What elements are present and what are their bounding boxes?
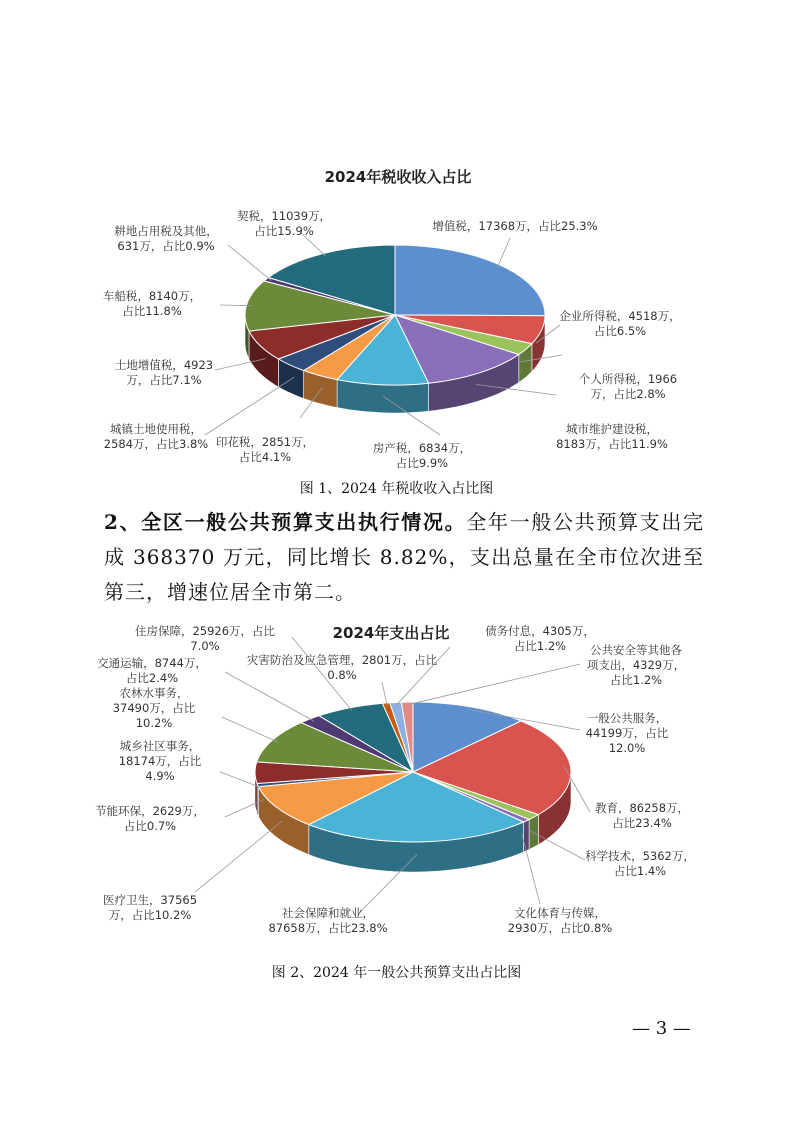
slice-label-节能环保: 节能环保，2629万，占比0.7% [95, 804, 205, 833]
leader-line-城镇土地使用税 [205, 377, 294, 435]
slice-label-契税: 契税，11039万，占比15.9% [236, 209, 332, 238]
paragraph-lead: 2、全区一般公共预算支出执行情况。 [104, 510, 467, 534]
slice-label-印花税: 印花税，2851万，占比4.1% [215, 435, 315, 464]
side-wall-科学技术 [529, 815, 538, 850]
slice-label-一般公共服务: 一般公共服务， 44199万，占比 12.0% [585, 711, 669, 755]
slice-label-企业所得税: 企业所得税，4518万，占比6.5% [559, 309, 681, 338]
slice-label-教育: 教育，86258万，占比23.4% [594, 801, 690, 830]
chart-title: 2024年支出占比 [332, 624, 450, 642]
slice-label-科学技术: 科学技术，5362万，占比1.4% [585, 849, 695, 878]
leader-line-农林水事务 [222, 717, 277, 742]
pie-slices [245, 245, 545, 385]
expenditure-paragraph [104, 505, 704, 610]
slice-增值税 [395, 245, 545, 316]
slice-label-农林水事务: 农林水事务， 37490万，占比 10.2% [112, 686, 196, 730]
leader-line-公共安全等其他各项支出 [407, 664, 580, 705]
slice-label-车船税: 车船税，8140万，占比11.8% [102, 289, 202, 318]
slice-label-文化体育与传媒: 文化体育与传媒， 2930万，占比0.8% [507, 906, 613, 935]
slice-label-房产税: 房产税，6834万，占比9.9% [372, 441, 472, 470]
slice-label-社会保障和就业: 社会保障和就业， 87658万，占比23.8% [268, 906, 388, 935]
pie-slices [255, 702, 571, 842]
page-number: — 3 — [632, 1018, 691, 1039]
figure-2-caption: 图 2、2024 年一般公共预算支出占比图 [271, 965, 522, 981]
slice-label-灾害防治及应急管理: 灾害防治及应急管理，2801万，占比 0.8% [246, 653, 438, 682]
leader-line-耕地占用税及其他 [228, 245, 271, 281]
slice-label-城市维护建设税: 城市维护建设税， 8183万，占比11.9% [556, 422, 668, 451]
slice-label-住房保障: 住房保障，25926万，占比 7.0% [134, 624, 276, 653]
figure-1-caption: 图 1、2024 年税收收入占比图 [299, 481, 494, 497]
slice-label-增值税: 增值税，17368万，占比25.3% [432, 219, 598, 233]
side-wall-文化体育与传媒 [524, 820, 530, 853]
leader-line-医疗卫生 [195, 821, 282, 892]
slice-label-债务付息: 债务付息，4305万，占比1.2% [485, 624, 595, 653]
slice-label-城乡社区事务: 城乡社区事务， 18174万，占比 4.9% [118, 739, 202, 783]
slice-label-城镇土地使用税: 城镇土地使用税， 2584万，占比3.8% [103, 422, 209, 451]
leader-line-增值税 [497, 238, 510, 268]
slice-label-交通运输: 交通运输，8744万，占比2.4% [97, 656, 207, 685]
leader-line-交通运输 [225, 672, 314, 721]
chart-title: 2024年税收收入占比 [324, 168, 472, 186]
tax-revenue-pie-chart [0, 150, 793, 475]
paragraph-body: 全年一般公共预算支出完成 368370 万元，同比增长 8.82%，支出总量在全市位次进至第三，增速位居全市第二。 [104, 510, 705, 604]
leader-line-灾害防治及应急管理 [382, 682, 387, 706]
slice-label-个人所得税: 个人所得税，1966 万，占比2.8% [578, 372, 678, 401]
slice-label-土地增值税: 土地增值税，4923 万，占比7.1% [114, 358, 214, 387]
slice-label-公共安全等其他各项支出: 公共安全等其他各项支出，4329万，占比1.2% [586, 643, 686, 687]
slice-label-耕地占用税及其他: 耕地占用税及其他， 631万，占比0.9% [114, 224, 218, 253]
slice-label-医疗卫生: 医疗卫生，37565 万，占比10.2% [102, 893, 198, 922]
expenditure-pie-chart [0, 612, 793, 957]
